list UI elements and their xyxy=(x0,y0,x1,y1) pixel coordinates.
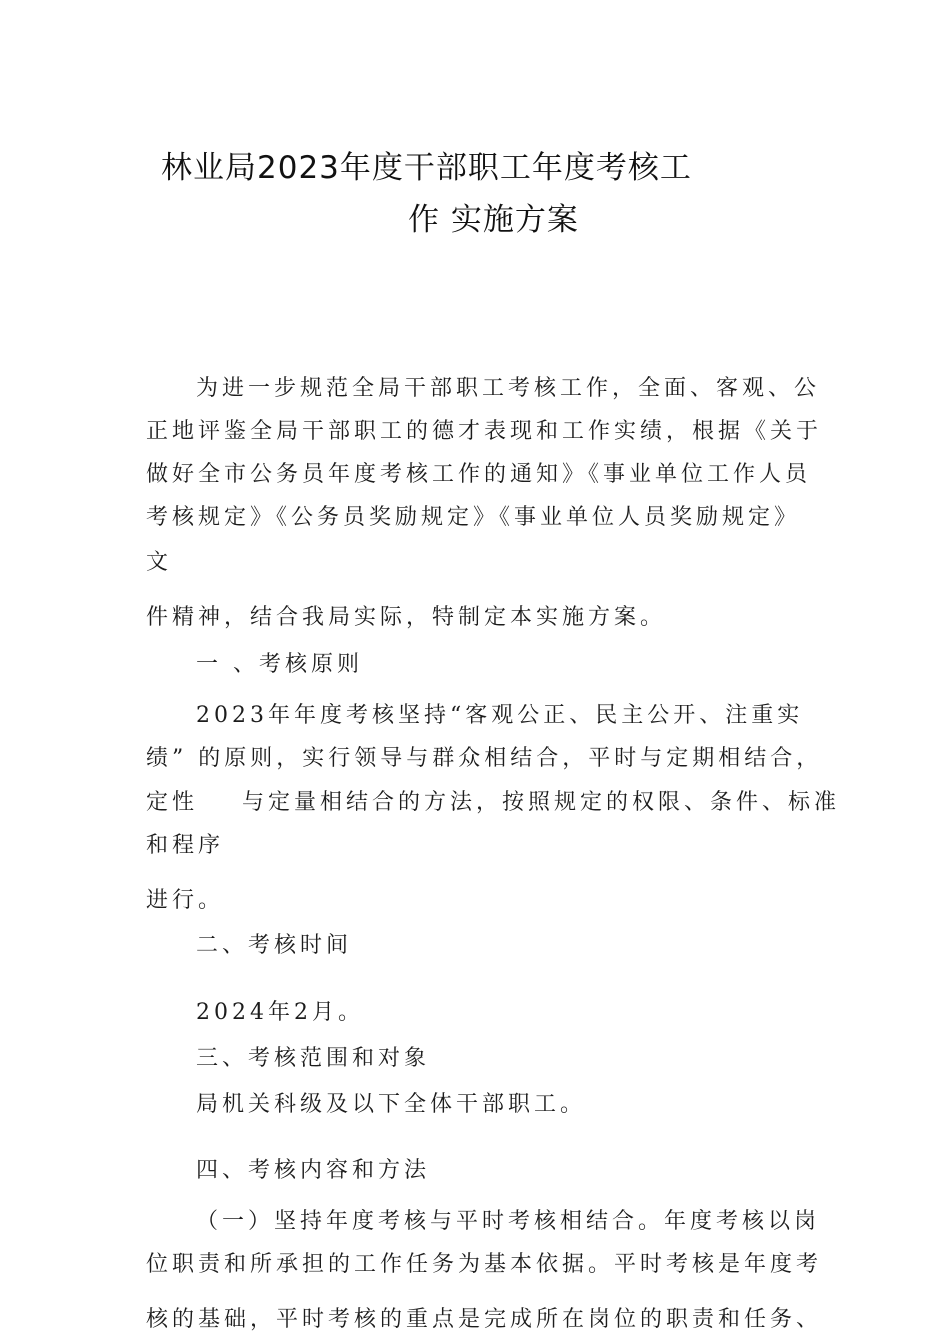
intro-line-5: 文 xyxy=(146,550,173,575)
intro-line-1: 为进一步规范全局干部职工考核工作，全面、客观、公 xyxy=(196,376,821,401)
section-4-line-2: 位职责和所承担的工作任务为基本依据。平时考核是年度考 xyxy=(146,1252,823,1277)
document-title-line-2: 作 实施方案 xyxy=(408,202,579,238)
document-title-line-1: 林业局2023年度干部职工年度考核工 xyxy=(161,150,692,186)
section-4-line-1: （一）坚持年度考核与平时考核相结合。年度考核以岗 xyxy=(196,1209,821,1234)
section-4-heading: 四、考核内容和方法 xyxy=(196,1158,431,1183)
section-1-line-1: 2023年年度考核坚持“客观公正、民主公开、注重实 xyxy=(196,703,804,728)
intro-line-4: 考核规定》《公务员奖励规定》《事业单位人员奖励规定》 xyxy=(146,505,801,530)
section-1-line-3: 定性 与定量相结合的方法，按照规定的权限、条件、标准 xyxy=(146,790,840,815)
section-1-line-5: 进行。 xyxy=(146,888,225,913)
intro-line-2: 正地评鉴全局干部职工的德才表现和工作实绩，根据《关于 xyxy=(146,419,823,444)
section-1-line-2: 绩” 的原则，实行领导与群众相结合，平时与定期相结合， xyxy=(146,746,823,771)
section-3-heading: 三、考核范围和对象 xyxy=(196,1046,431,1071)
section-2-text: 2024年2月。 xyxy=(196,1000,364,1025)
section-1-line-4: 和程序 xyxy=(146,833,225,858)
intro-line-6: 件精神，结合我局实际，特制定本实施方案。 xyxy=(146,605,667,630)
section-1-heading: 一 、考核原则 xyxy=(196,652,363,677)
section-2-heading: 二、考核时间 xyxy=(196,933,353,958)
intro-line-3: 做好全市公务员年度考核工作的通知》《事业单位工作人员 xyxy=(146,462,812,487)
section-4-line-3: 核的基础，平时考核的重点是完成所在岗位的职责和任务、 xyxy=(146,1307,823,1332)
section-3-text: 局机关科级及以下全体干部职工。 xyxy=(196,1092,587,1117)
